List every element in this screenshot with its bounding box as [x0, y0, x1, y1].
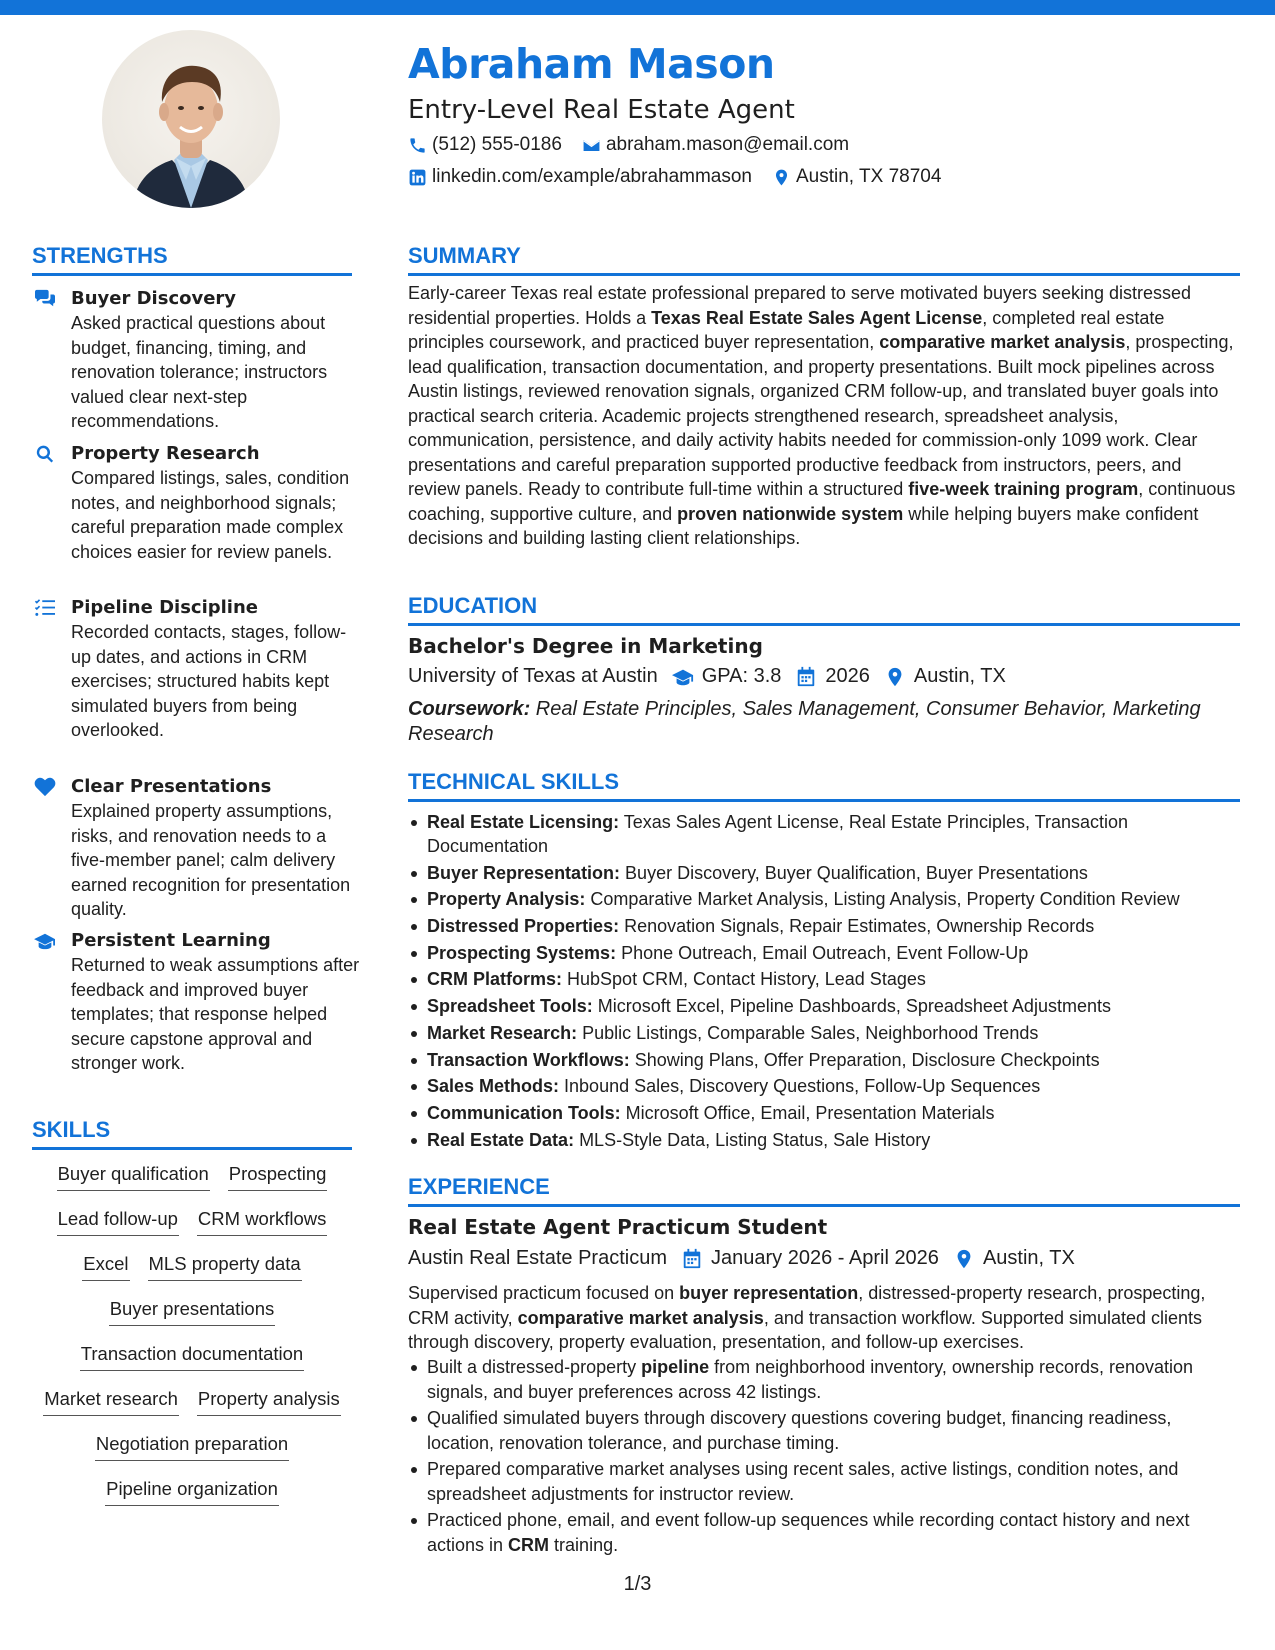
intro-part: Supervised practicum focused on	[408, 1283, 680, 1303]
experience-meta	[408, 1247, 1089, 1270]
strength-title: Buyer Discovery	[71, 288, 237, 309]
list-item	[408, 994, 1238, 1018]
bullet-part: from neighborhood inventory, ownership records, renovation signals, and buyer preferences across 42 listings.	[427, 1357, 1194, 1402]
contact-row-2	[408, 166, 961, 188]
degree-title: Bachelor's Degree in Marketing	[408, 634, 763, 658]
technical-skills-heading: TECHNICAL SKILLS	[408, 769, 1240, 802]
summary-part-bold: comparative market analysis	[879, 332, 1126, 352]
skills-row	[32, 1208, 352, 1253]
strength-item	[32, 929, 362, 1076]
skill-category: Real Estate Data:	[427, 1129, 575, 1150]
bullet-part-bold: pipeline	[641, 1357, 710, 1377]
skill-tag: Excel	[82, 1253, 129, 1281]
education-heading: EDUCATION	[408, 593, 1240, 626]
strength-desc: Asked practical questions about budget, financing, timing, and renovation tolerance; instructors valued clear next-step recommendations.	[71, 313, 328, 431]
year-text: 2026	[825, 665, 870, 687]
skill-values: Inbound Sales, Discovery Questions, Follow-Up Sequences	[559, 1076, 1041, 1097]
list-item	[408, 1457, 1238, 1506]
calendar-icon	[681, 1248, 703, 1270]
location-item	[772, 166, 941, 188]
gpa-text: GPA: 3.8	[701, 665, 782, 687]
location-text: Austin, TX 78704	[796, 166, 942, 187]
experience-intro	[408, 1281, 1238, 1355]
skill-tag: Buyer qualification	[57, 1163, 210, 1191]
list-item	[408, 1101, 1238, 1125]
school-item	[408, 665, 658, 688]
summary-part-bold: five-week training program	[908, 479, 1139, 499]
candidate-name: Abraham Mason	[408, 40, 775, 88]
strengths-heading: STRENGTHS	[32, 243, 352, 276]
skill-values: Microsoft Excel, Pipeline Dashboards, Spreadsheet Adjustments	[592, 996, 1111, 1017]
year-item	[795, 665, 870, 688]
list-item	[408, 1128, 1238, 1152]
strength-desc: Returned to weak assumptions after feedback and improved buyer templates; that response helped secure capstone approval and stronger work.	[71, 955, 360, 1073]
summary-part: , continuous coaching, supportive culture, and	[408, 479, 1236, 524]
list-item	[408, 887, 1238, 911]
school-name: University of Texas at Austin	[408, 665, 658, 687]
skill-values: Comparative Market Analysis, Listing Analysis, Property Condition Review	[585, 889, 1180, 910]
email-item[interactable]	[582, 134, 849, 156]
org-name: Austin Real Estate Practicum	[408, 1247, 667, 1269]
list-item	[408, 914, 1238, 938]
skills-row	[32, 1433, 352, 1478]
coursework-list: Real Estate Principles, Sales Management, Consumer Behavior, Marketing Research	[408, 698, 1201, 745]
org-item	[408, 1247, 667, 1270]
summary-part: Early-career Texas real estate professional prepared to serve motivated buyers seeking distressed residential properties. Holds a	[408, 283, 1192, 328]
skill-values: Phone Outreach, Email Outreach, Event Follow-Up	[616, 942, 1029, 963]
skill-tag: Transaction documentation	[80, 1343, 304, 1371]
summary-part: , completed real estate principles coursework, and practiced buyer representation,	[408, 307, 1165, 352]
graduation-cap-icon	[34, 931, 56, 951]
list-item	[408, 967, 1238, 991]
skill-tag: Prospecting	[228, 1163, 328, 1191]
gpa-item	[672, 665, 782, 688]
phone-item[interactable]	[408, 134, 562, 156]
bullet-part: training.	[549, 1534, 619, 1555]
skill-values: Renovation Signals, Repair Estimates, Ownership Records	[619, 916, 1095, 937]
skill-tag: Negotiation preparation	[95, 1433, 289, 1461]
summary-heading: SUMMARY	[408, 243, 1240, 276]
strength-title: Property Research	[71, 443, 260, 464]
intro-part: , and transaction workflow. Supported simulated clients through discovery, property evaluation, presentation, and follow-up exercises.	[408, 1307, 1203, 1352]
bullet-part: Qualified simulated buyers through discovery questions covering budget, financing readiness, location, renovation tolerance, and purchase timing.	[427, 1408, 1172, 1453]
intro-part-bold: comparative market analysis	[517, 1307, 764, 1328]
technical-skills-list	[408, 810, 1238, 1154]
strength-item	[32, 442, 362, 564]
skill-category: Market Research:	[427, 1022, 578, 1043]
map-pin-icon	[772, 168, 791, 187]
strength-desc: Compared listings, sales, condition notes, and neighborhood signals; careful preparation made complex choices easier for review panels.	[71, 468, 350, 562]
list-item	[408, 1355, 1238, 1404]
skill-values: Buyer Discovery, Buyer Qualification, Buyer Presentations	[620, 862, 1088, 883]
linkedin-item[interactable]	[408, 166, 752, 188]
skill-tag: MLS property data	[148, 1253, 302, 1281]
list-check-icon	[34, 598, 56, 618]
skill-category: Sales Methods:	[427, 1076, 560, 1097]
skill-tag: Lead follow-up	[57, 1208, 179, 1236]
list-item	[408, 941, 1238, 965]
skill-category: Transaction Workflows:	[427, 1049, 630, 1070]
job-title: Real Estate Agent Practicum Student	[408, 1215, 828, 1239]
skill-tag: Property analysis	[197, 1388, 341, 1416]
dates-item	[681, 1247, 939, 1270]
map-pin-icon	[953, 1248, 975, 1270]
strength-item	[32, 596, 362, 743]
skills-row	[32, 1253, 352, 1298]
heart-icon	[34, 777, 56, 797]
map-pin-icon	[884, 666, 906, 688]
skill-category: Spreadsheet Tools:	[427, 996, 593, 1017]
bullet-part: Practiced phone, email, and event follow-up sequences while recording contact history and next actions in	[427, 1510, 1190, 1555]
top-accent-bar	[0, 0, 1275, 15]
summary-text	[408, 281, 1238, 551]
intro-part-bold: buyer representation	[679, 1283, 859, 1303]
bullet-part: Built a distressed-property	[427, 1357, 642, 1377]
graduation-cap-icon	[672, 666, 694, 688]
strength-title: Persistent Learning	[71, 930, 271, 951]
dates-text: January 2026 - April 2026	[711, 1247, 939, 1269]
skills-heading: SKILLS	[32, 1117, 352, 1150]
bullet-part: Prepared comparative market analyses using recent sales, active listings, condition notes, and spreadsheet adjustments for instructor review.	[427, 1459, 1179, 1504]
strength-item	[32, 287, 362, 434]
skill-tag: Market research	[43, 1388, 179, 1416]
list-item	[408, 1074, 1238, 1098]
skill-tag: CRM workflows	[197, 1208, 327, 1236]
profile-photo	[102, 30, 280, 208]
envelope-icon	[582, 136, 601, 155]
skill-values: HubSpot CRM, Contact History, Lead Stages	[562, 969, 926, 990]
search-icon	[34, 444, 56, 464]
chat-bubbles-icon	[34, 289, 56, 309]
skills-list	[32, 1163, 352, 1523]
list-item	[408, 1048, 1238, 1072]
bullet-part-bold: CRM	[508, 1534, 550, 1555]
skill-category: Real Estate Licensing:	[427, 812, 620, 832]
strength-title: Pipeline Discipline	[71, 597, 258, 618]
strength-desc: Recorded contacts, stages, follow-up dates, and actions in CRM exercises; structured habits kept simulated buyers from being overlooked.	[71, 622, 347, 740]
skill-values: Public Listings, Comparable Sales, Neighborhood Trends	[577, 1022, 1039, 1043]
page-number: 1/3	[623, 1573, 652, 1595]
skill-category: Prospecting Systems:	[427, 942, 617, 963]
skills-row	[32, 1343, 352, 1388]
list-item	[408, 810, 1238, 858]
phone-text: (512) 555-0186	[432, 134, 562, 155]
summary-part: , prospecting, lead qualification, transaction documentation, and property presentations. Built mock pipelines across Austin listings, reviewed renovation signals, organized CRM follow-up, and translated buyer goals into practical search criteria. Academic projects strengthened research, spreadsheet analysis, communication, persistence, and daily activity habits needed for commission-only 1099 work. Clear presentations and careful preparation supported productive feedback from instructors, peers, and review panels. Ready to contribute full-time within a structured	[408, 332, 1234, 499]
experience-bullets	[408, 1355, 1238, 1559]
email-text: abraham.mason@email.com	[605, 134, 850, 155]
experience-heading: EXPERIENCE	[408, 1174, 1240, 1207]
skills-row	[32, 1163, 352, 1208]
strength-title: Clear Presentations	[71, 776, 272, 797]
list-item	[408, 1406, 1238, 1455]
coursework	[408, 697, 1238, 746]
skill-values: MLS-Style Data, Listing Status, Sale History	[574, 1129, 931, 1150]
list-item	[408, 861, 1238, 885]
skill-category: Buyer Representation:	[427, 862, 621, 883]
phone-icon	[408, 136, 427, 155]
contact-row-1	[408, 134, 869, 156]
candidate-title: Entry-Level Real Estate Agent	[408, 95, 795, 125]
coursework-label: Coursework:	[408, 698, 531, 720]
exp-location-item	[953, 1247, 1075, 1270]
skill-tag: Pipeline organization	[105, 1478, 279, 1506]
education-meta	[408, 665, 1020, 688]
skills-row	[32, 1298, 352, 1343]
skill-category: Distressed Properties:	[427, 916, 620, 937]
skill-category: Communication Tools:	[427, 1102, 621, 1123]
skill-category: CRM Platforms:	[427, 969, 563, 990]
skill-category: Property Analysis:	[427, 889, 586, 910]
calendar-icon	[795, 666, 817, 688]
skill-values: Microsoft Office, Email, Presentation Materials	[620, 1102, 995, 1123]
strength-desc: Explained property assumptions, risks, and renovation needs to a five-member panel; calm delivery earned recognition for presentation quality.	[71, 801, 351, 919]
skill-values: Showing Plans, Offer Preparation, Disclosure Checkpoints	[629, 1049, 1100, 1070]
edu-location-item	[884, 665, 1006, 688]
skill-tag: Buyer presentations	[109, 1298, 276, 1326]
skills-row	[32, 1388, 352, 1433]
summary-part-bold: proven nationwide system	[677, 503, 904, 524]
intro-part: , distressed-property research, prospecting, CRM activity,	[408, 1283, 1206, 1328]
linkedin-text: linkedin.com/example/abrahammason	[432, 166, 752, 187]
exp-location-text: Austin, TX	[982, 1247, 1075, 1269]
linkedin-icon	[408, 168, 427, 187]
skills-row	[32, 1478, 352, 1523]
list-item	[408, 1508, 1238, 1557]
skill-values: Texas Sales Agent License, Real Estate Principles, Transaction Documentation	[427, 812, 1129, 856]
summary-part-bold: Texas Real Estate Sales Agent License	[651, 307, 983, 328]
list-item	[408, 1021, 1238, 1045]
summary-part: while helping buyers make confident decisions and building lasting client relationships.	[408, 503, 1199, 548]
edu-location-text: Austin, TX	[913, 665, 1006, 687]
strength-item	[32, 775, 362, 922]
